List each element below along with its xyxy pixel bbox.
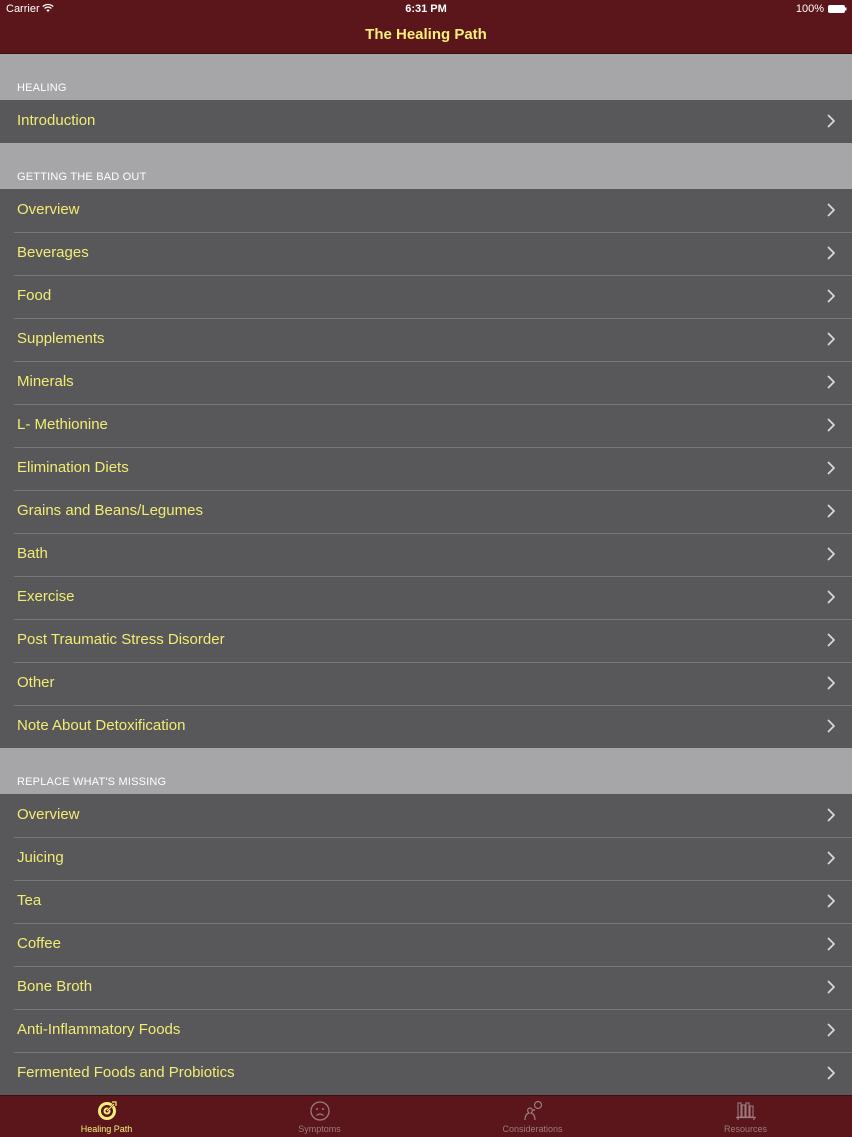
list-item[interactable] xyxy=(0,404,852,447)
tab-label: Resources xyxy=(723,1124,768,1134)
list-item[interactable] xyxy=(0,1052,852,1095)
chevron-right-icon xyxy=(827,633,836,647)
tab-considerations[interactable] xyxy=(426,1096,639,1137)
battery-icon xyxy=(828,5,847,13)
list-item-label: Other xyxy=(17,674,55,691)
section-header xyxy=(0,143,852,189)
battery-percentage: 100% xyxy=(795,3,824,15)
list-item[interactable] xyxy=(0,880,852,923)
list-item[interactable] xyxy=(0,705,852,748)
page-title: The Healing Path xyxy=(365,26,487,43)
chevron-right-icon xyxy=(827,1023,836,1037)
list-item[interactable] xyxy=(0,966,852,1009)
list-item[interactable] xyxy=(0,318,852,361)
tab-bar xyxy=(0,1095,852,1137)
status-bar xyxy=(0,0,852,18)
list-item[interactable] xyxy=(0,794,852,837)
chevron-right-icon xyxy=(827,547,836,561)
list-item[interactable] xyxy=(0,923,852,966)
list-item-label: Note About Detoxification xyxy=(17,717,186,734)
list-item[interactable] xyxy=(0,447,852,490)
chevron-right-icon xyxy=(827,937,836,951)
list-item-label: L- Methionine xyxy=(17,416,108,433)
navigation-bar xyxy=(0,18,852,54)
chevron-right-icon xyxy=(827,114,836,128)
tab-label: Symptoms xyxy=(298,1124,341,1134)
list-item[interactable] xyxy=(0,837,852,880)
list-item-label: Introduction xyxy=(17,112,96,129)
chevron-right-icon xyxy=(827,808,836,822)
list-item-label: Overview xyxy=(17,806,80,823)
list-item-label: Supplements xyxy=(17,330,105,347)
list-item-label: Minerals xyxy=(17,373,74,390)
list-item[interactable] xyxy=(0,533,852,576)
clock: 6:31 PM xyxy=(405,3,447,15)
section-header xyxy=(0,54,852,100)
chevron-right-icon xyxy=(827,289,836,303)
list-item-label: Anti-Inflammatory Foods xyxy=(17,1021,181,1038)
list-item[interactable] xyxy=(0,189,852,232)
tab-label: Considerations xyxy=(502,1124,563,1134)
list-item-label: Tea xyxy=(17,892,42,909)
list-item[interactable] xyxy=(0,662,852,705)
list-item[interactable] xyxy=(0,232,852,275)
table-view[interactable] xyxy=(0,54,852,1095)
list-item-label: Food xyxy=(17,287,52,304)
list-item[interactable] xyxy=(0,1009,852,1052)
section-header xyxy=(0,748,852,794)
chevron-right-icon xyxy=(827,504,836,518)
list-item-label: Overview xyxy=(17,201,80,218)
carrier-label: Carrier xyxy=(6,3,40,15)
chevron-right-icon xyxy=(827,246,836,260)
list-item-label: Coffee xyxy=(17,935,61,952)
chevron-right-icon xyxy=(827,418,836,432)
list-item[interactable] xyxy=(0,576,852,619)
chevron-right-icon xyxy=(827,719,836,733)
list-item-label: Beverages xyxy=(17,244,89,261)
chevron-right-icon xyxy=(827,332,836,346)
list-item[interactable] xyxy=(0,361,852,404)
chevron-right-icon xyxy=(827,590,836,604)
section-header-label: GETTING THE BAD OUT xyxy=(17,171,147,183)
list-item[interactable] xyxy=(0,275,852,318)
chevron-right-icon xyxy=(827,375,836,389)
tab-resources[interactable] xyxy=(639,1096,852,1137)
section-header-label: REPLACE WHAT'S MISSING xyxy=(17,776,167,788)
list-item-label: Elimination Diets xyxy=(17,459,129,476)
tab-symptoms[interactable] xyxy=(213,1096,426,1137)
section-header-label: HEALING xyxy=(17,82,67,94)
tab-healing-path[interactable] xyxy=(0,1096,213,1137)
chevron-right-icon xyxy=(827,980,836,994)
list-item-label: Exercise xyxy=(17,588,75,605)
chevron-right-icon xyxy=(827,676,836,690)
tab-label: Healing Path xyxy=(80,1124,133,1134)
list-item-label: Post Traumatic Stress Disorder xyxy=(17,631,225,648)
list-item-label: Bone Broth xyxy=(17,978,93,995)
list-item-label: Fermented Foods and Probiotics xyxy=(17,1064,235,1081)
chevron-right-icon xyxy=(827,461,836,475)
list-item[interactable] xyxy=(0,619,852,662)
chevron-right-icon xyxy=(827,203,836,217)
list-item-label: Juicing xyxy=(17,849,64,866)
chevron-right-icon xyxy=(827,851,836,865)
list-item[interactable] xyxy=(0,100,852,143)
list-item[interactable] xyxy=(0,490,852,533)
chevron-right-icon xyxy=(827,1066,836,1080)
list-item-label: Bath xyxy=(17,545,48,562)
list-item-label: Grains and Beans/Legumes xyxy=(17,502,203,519)
chevron-right-icon xyxy=(827,894,836,908)
